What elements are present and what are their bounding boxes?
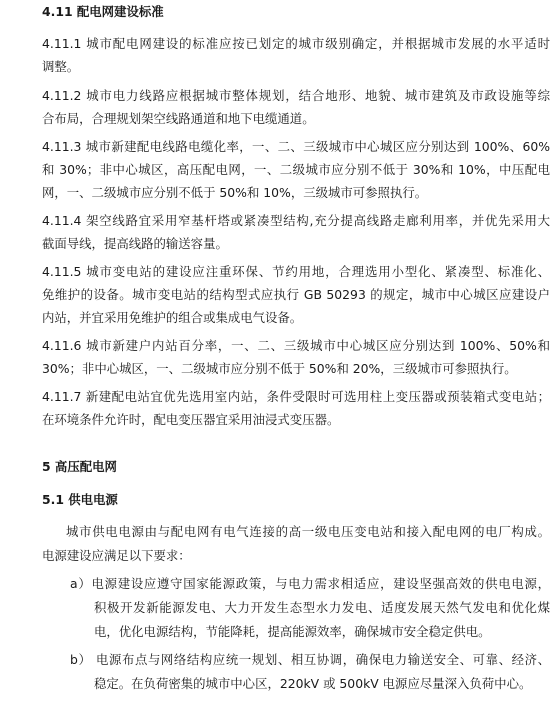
clause-4-11-3-line-1: 4.11.3 城市新建配电线路电缆化率，一、二、三级城市中心城区应分别达到 100%、60% xyxy=(42,139,550,154)
clause-4-11-1-line-1: 4.11.1 城市配电网建设的标准应按已划定的城市级别确定，并根据城市发展的水平适时 xyxy=(42,36,550,51)
clause-4-11-4-line-2: 截面导线，提高线路的输送容量。 xyxy=(42,236,228,251)
item-b-line-2: 稳定。在负荷密集的城市中心区，220kV 或 500kV 电源应尽量深入负荷中心。 xyxy=(94,676,532,691)
section-5-heading: 5 高压配电网 xyxy=(42,459,117,474)
clause-4-11-1-line-2: 调整。 xyxy=(42,59,80,74)
intro-line-1: 城市供电电源由与配电网有电气连接的高一级电压变电站和接入配电网的电厂构成。 xyxy=(66,524,550,539)
clause-4-11-3-line-2: 和 30%；非中心城区，高压配电网，一、二级城市应分别不低于 30%和 10%，中压配电 xyxy=(42,162,550,177)
item-a-line-3: 电，优化电源结构，节能降耗，提高能源效率，确保城市安全稳定供电。 xyxy=(94,624,491,639)
clause-4-11-5-line-3: 内站，并宜采用免维护的组合或集成电气设备。 xyxy=(42,310,303,325)
item-b-line-1: b） 电源布点与网络结构应统一规划、相互协调，确保电力输送安全、可靠、经济、 xyxy=(70,652,550,667)
intro-line-2: 电源建设应满足以下要求： xyxy=(42,548,191,563)
clause-4-11-7-line-1: 4.11.7 新建配电站宜优先选用室内站，条件受限时可选用柱上变压器或预装箱式变电站； xyxy=(42,389,550,404)
clause-4-11-5-line-1: 4.11.5 城市变电站的建设应注重环保、节约用地，合理选用小型化、紧凑型、标准化、 xyxy=(42,264,550,279)
clause-4-11-6-line-2: 30%；非中心城区，一、二级城市应分别不低于 50%和 20%，三级城市可参照执行。 xyxy=(42,361,517,376)
clause-4-11-2-line-2: 合布局，合理规划架空线路通道和地下电缆通道。 xyxy=(42,111,315,126)
section-5-1-heading: 5.1 供电电源 xyxy=(42,492,118,507)
clause-4-11-3-line-3: 网，一、二级城市应分别不低于 50%和 10%，三级城市可参照执行。 xyxy=(42,185,428,200)
section-4-11-heading: 4.11 配电网建设标准 xyxy=(42,4,164,19)
clause-4-11-7-line-2: 在环境条件允许时，配电变压器宜采用油浸式变压器。 xyxy=(42,412,340,427)
item-a-line-2: 积极开发新能源发电、大力开发生态型水力发电、适度发展天然气发电和优化煤 xyxy=(94,600,550,615)
clause-4-11-6-line-1: 4.11.6 城市新建户内站百分率，一、二、三级城市中心城区应分别达到 100%、50%和 xyxy=(42,338,550,353)
clause-4-11-4-line-1: 4.11.4 架空线路宜采用窄基杆塔或紧凑型结构,充分提高线路走廊利用率，并优先采用大 xyxy=(42,213,550,228)
clause-4-11-5-line-2: 免维护的设备。城市变电站的结构型式应执行 GB 50293 的规定，城市中心城区应建设户 xyxy=(42,287,550,302)
clause-4-11-2-line-1: 4.11.2 城市电力线路应根据城市整体规划，结合地形、地貌、城市建筑及市政设施等综 xyxy=(42,88,550,103)
item-a-line-1: a）电源建设应遵守国家能源政策，与电力需求相适应，建设坚强高效的供电电源， xyxy=(70,576,550,591)
